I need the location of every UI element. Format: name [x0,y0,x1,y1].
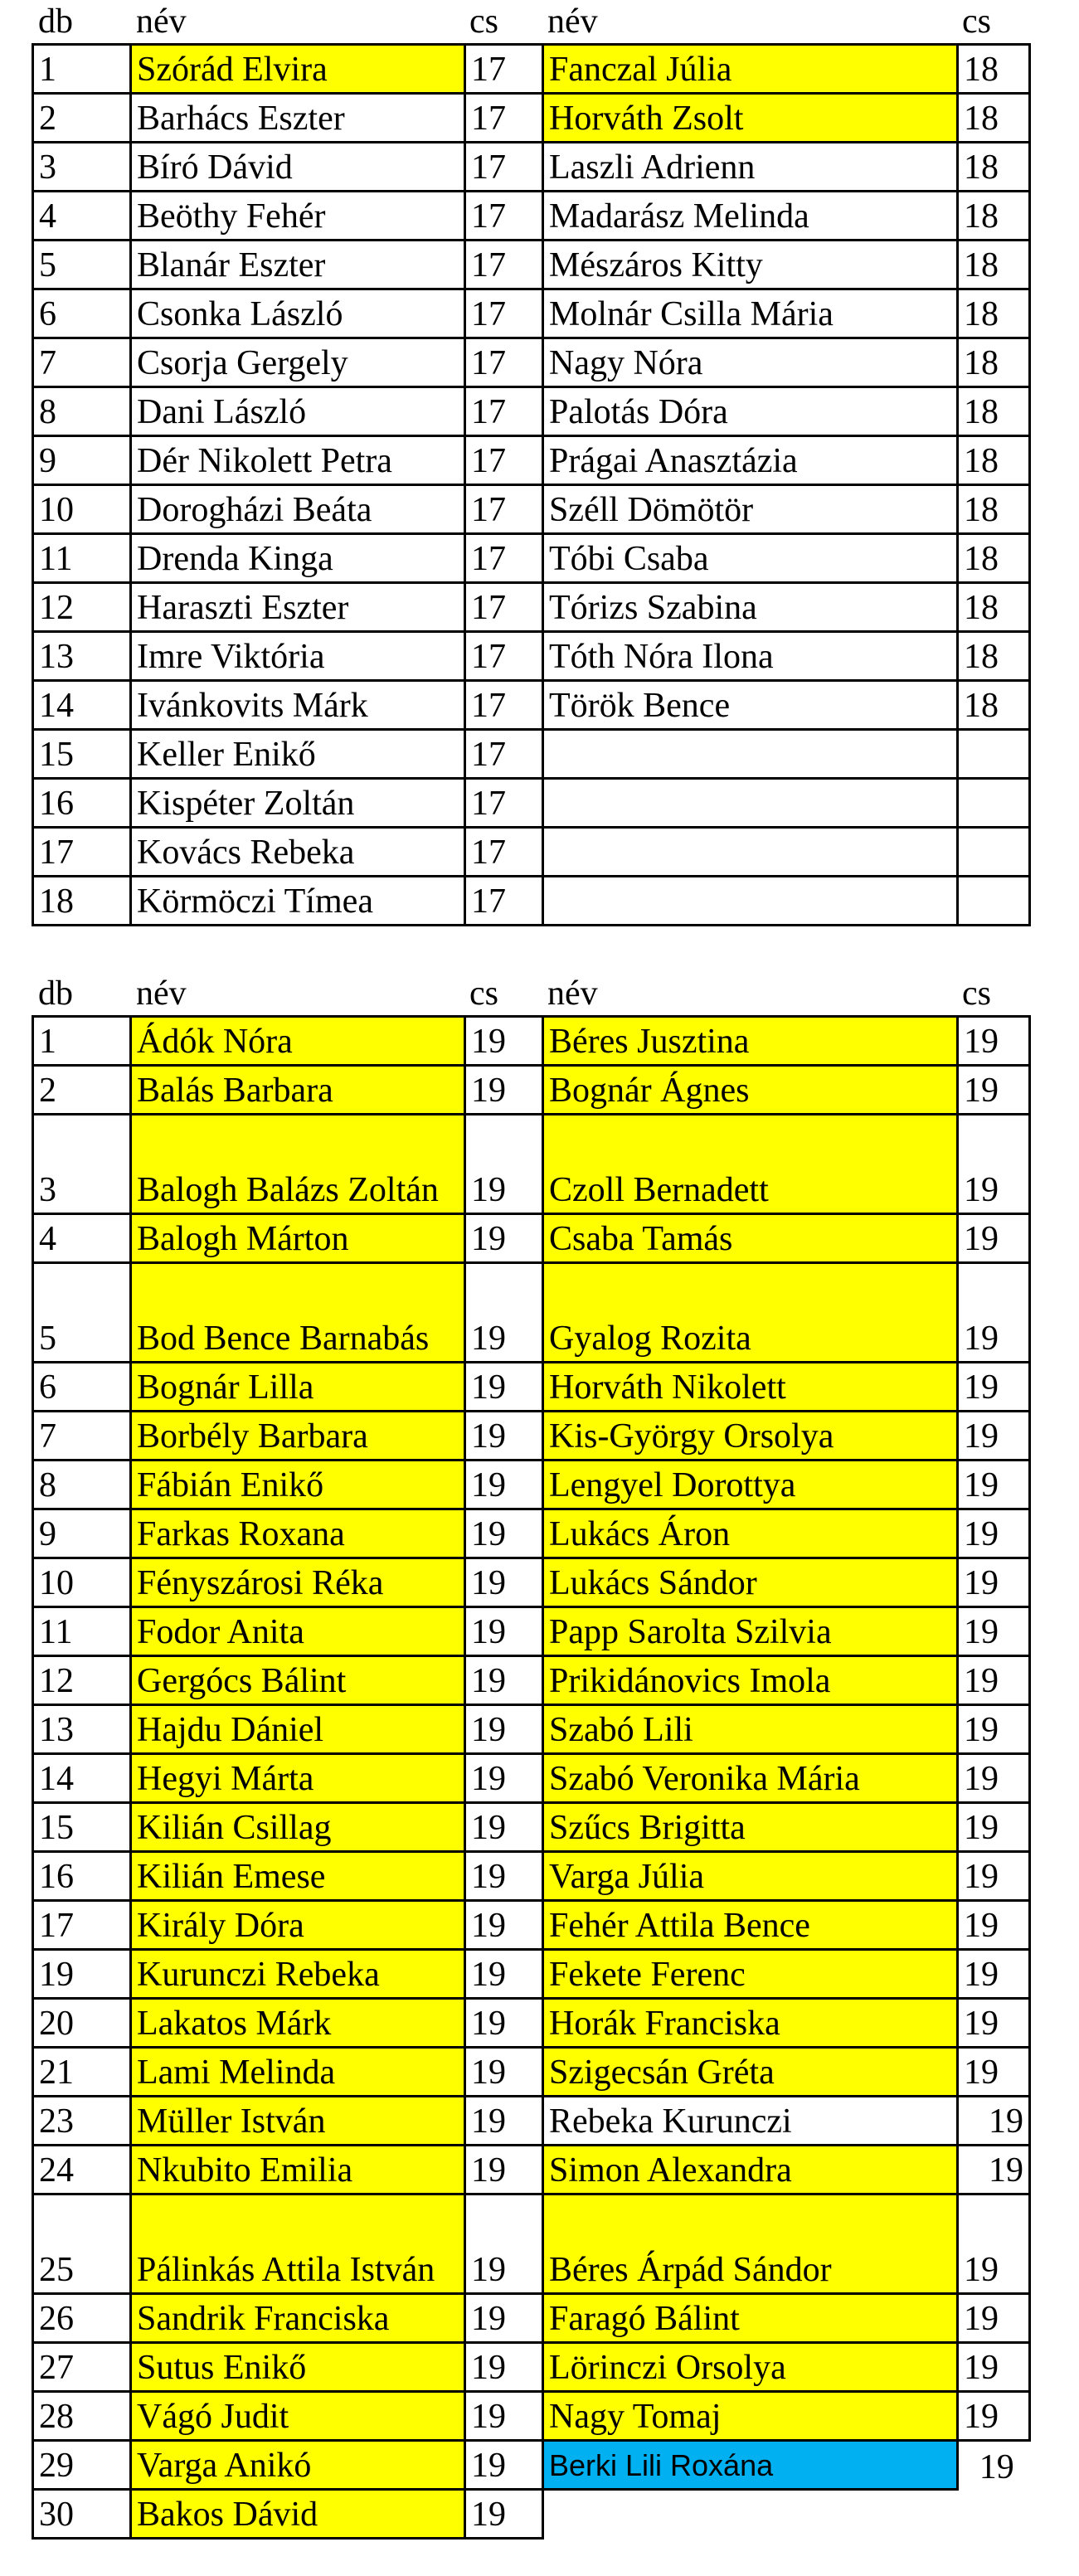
name-cell: Király Dóra [131,1901,465,1950]
class-cell: 19 [465,1558,543,1607]
class-cell: 19 [465,1461,543,1509]
table-row [33,1852,1030,1901]
table-1 [32,0,1028,926]
class-cell [958,2490,1030,2539]
name-cell: Tórizs Szabina [543,583,958,632]
header-cs: cs [469,975,498,1013]
class-cell: 19 [465,1999,543,2048]
row-number-cell: 28 [33,2392,131,2441]
name-cell: Hajdu Dániel [131,1705,465,1754]
class-cell: 19 [958,1852,1030,1901]
name-cell: Blanár Eszter [131,241,465,289]
row-number-cell: 14 [33,1754,131,1803]
name-cell: Haraszti Eszter [131,583,465,632]
name-cell: Körmöczi Tímea [131,877,465,926]
class-cell: 17 [465,877,543,926]
name-cell: Béres Jusztina [543,1017,958,1066]
class-cell: 17 [465,143,543,192]
name-cell: Lörinczi Orsolya [543,2343,958,2392]
header-name: név [547,975,598,1013]
name-cell: Fábián Enikő [131,1461,465,1509]
class-cell [958,828,1030,877]
class-cell: 19 [465,2392,543,2441]
name-cell: Keller Enikő [131,730,465,779]
table-row [33,2194,1030,2294]
table-row [33,1017,1030,1066]
name-cell: Horák Franciska [543,1999,958,2048]
name-cell: Bakos Dávid [131,2490,465,2539]
row-number-cell: 1 [33,45,131,94]
class-cell: 19 [958,1901,1030,1950]
class-cell: 19 [465,2441,543,2490]
class-cell: 19 [465,1263,543,1363]
table-row [33,1558,1030,1607]
class-cell: 18 [958,681,1030,730]
row-number-cell: 19 [33,1950,131,1999]
table-row [33,1509,1030,1558]
class-cell: 19 [958,2194,1030,2294]
name-cell: Simon Alexandra [543,2146,958,2194]
table-row [33,1115,1030,1214]
class-cell: 19 [958,1412,1030,1461]
table-2-grid [32,1015,1031,2540]
row-number-cell: 26 [33,2294,131,2343]
header-cs: cs [962,2,991,41]
row-number-cell: 5 [33,241,131,289]
class-cell: 18 [958,45,1030,94]
row-number-cell: 23 [33,2097,131,2146]
class-cell: 17 [465,583,543,632]
name-cell: Kurunczi Rebeka [131,1950,465,1999]
class-cell: 18 [958,534,1030,583]
row-number-cell: 16 [33,779,131,828]
table-row [33,1214,1030,1263]
name-cell: Varga Júlia [543,1852,958,1901]
table-row [33,485,1030,534]
name-cell: Bognár Ágnes [543,1066,958,1115]
class-cell: 19 [465,1705,543,1754]
class-cell: 18 [958,436,1030,485]
table-row [33,1066,1030,1115]
name-cell: Mészáros Kitty [543,241,958,289]
name-cell: Lukács Sándor [543,1558,958,1607]
class-cell: 19 [958,1656,1030,1705]
name-cell [543,877,958,926]
name-cell: Horváth Nikolett [543,1363,958,1412]
name-cell: Bognár Lilla [131,1363,465,1412]
row-number-cell: 24 [33,2146,131,2194]
class-cell: 17 [465,632,543,681]
name-cell [543,828,958,877]
row-number-cell: 17 [33,1901,131,1950]
name-cell: Tóth Nóra Ilona [543,632,958,681]
class-cell: 18 [958,338,1030,387]
row-number-cell: 2 [33,1066,131,1115]
name-cell [543,779,958,828]
header-name: név [136,975,187,1013]
name-cell: Palotás Dóra [543,387,958,436]
class-cell: 19 [465,1363,543,1412]
class-cell: 19 [958,1263,1030,1363]
class-cell: 19 [958,1461,1030,1509]
class-cell: 19 [465,1066,543,1115]
name-cell: Czoll Bernadett [543,1115,958,1214]
header-name: név [136,2,187,41]
name-cell: Fekete Ferenc [543,1950,958,1999]
class-cell: 19 [465,1017,543,1066]
class-cell [958,877,1030,926]
header-cs: cs [962,975,991,1013]
header-cs: cs [469,2,498,41]
row-number-cell: 2 [33,94,131,143]
name-cell: Lakatos Márk [131,1999,465,2048]
name-cell: Csaba Tamás [543,1214,958,1263]
name-cell: Kilián Csillag [131,1803,465,1852]
row-number-cell: 14 [33,681,131,730]
class-cell: 17 [465,828,543,877]
table-row [33,2097,1030,2146]
name-cell: Sutus Enikő [131,2343,465,2392]
name-cell: Bod Bence Barnabás [131,1263,465,1363]
name-cell: Török Bence [543,681,958,730]
class-cell: 18 [958,583,1030,632]
name-cell: Fehér Attila Bence [543,1901,958,1950]
class-cell: 19 [958,2343,1030,2392]
class-cell: 17 [465,192,543,241]
name-cell: Kis-György Orsolya [543,1412,958,1461]
table-row [33,2048,1030,2097]
name-cell: Müller István [131,2097,465,2146]
row-number-cell: 8 [33,387,131,436]
row-number-cell: 18 [33,877,131,926]
table-row [33,828,1030,877]
class-cell [958,779,1030,828]
row-number-cell: 4 [33,192,131,241]
row-number-cell: 9 [33,1509,131,1558]
header-db: db [38,975,73,1013]
name-cell: Berki Lili Roxána [543,2441,958,2490]
header-name: név [547,2,598,41]
name-cell: Fanczal Júlia [543,45,958,94]
row-number-cell: 11 [33,534,131,583]
class-cell: 18 [958,387,1030,436]
name-cell: Balogh Balázs Zoltán [131,1115,465,1214]
table-row [33,877,1030,926]
name-cell: Papp Sarolta Szilvia [543,1607,958,1656]
name-cell: Gergócs Bálint [131,1656,465,1705]
name-cell: Prágai Anasztázia [543,436,958,485]
name-cell: Imre Viktória [131,632,465,681]
name-cell: Lukács Áron [543,1509,958,1558]
name-cell: Varga Anikó [131,2441,465,2490]
table-row [33,1263,1030,1363]
name-cell: Laszli Adrienn [543,143,958,192]
row-number-cell: 6 [33,289,131,338]
name-cell: Szórád Elvira [131,45,465,94]
class-cell: 19 [465,1214,543,1263]
table-row [33,1656,1030,1705]
name-cell: Prikidánovics Imola [543,1656,958,1705]
table-1-grid [32,43,1031,926]
name-cell: Csonka László [131,289,465,338]
name-cell: Fodor Anita [131,1607,465,1656]
class-cell: 18 [958,485,1030,534]
table-row [33,779,1030,828]
class-cell: 19 [958,1066,1030,1115]
name-cell: Dorogházi Beáta [131,485,465,534]
class-cell: 19 [465,2343,543,2392]
table-row [33,45,1030,94]
name-cell: Beöthy Fehér [131,192,465,241]
table-row [33,1412,1030,1461]
name-cell: Csorja Gergely [131,338,465,387]
table-row [33,1999,1030,2048]
row-number-cell: 13 [33,1705,131,1754]
name-cell: Balogh Márton [131,1214,465,1263]
name-cell [543,730,958,779]
row-number-cell: 7 [33,338,131,387]
class-cell: 19 [465,2194,543,2294]
class-cell: 19 [958,2392,1030,2441]
class-cell: 19 [465,2097,543,2146]
class-cell: 19 [465,2490,543,2539]
name-cell: Horváth Zsolt [543,94,958,143]
class-cell: 19 [958,1017,1030,1066]
table-row [33,2392,1030,2441]
class-cell: 17 [465,681,543,730]
table-row [33,534,1030,583]
class-cell: 19 [958,1999,1030,2048]
class-cell: 17 [465,534,543,583]
row-number-cell: 5 [33,1263,131,1363]
table-row [33,1901,1030,1950]
name-cell: Madarász Melinda [543,192,958,241]
table-row [33,2343,1030,2392]
name-cell: Szabó Lili [543,1705,958,1754]
class-cell: 19 [958,1607,1030,1656]
table-1-header [32,0,1028,43]
class-cell: 19 [465,1803,543,1852]
class-cell: 18 [958,94,1030,143]
name-cell: Ivánkovits Márk [131,681,465,730]
class-cell: 19 [958,1363,1030,1412]
row-number-cell: 3 [33,143,131,192]
name-cell: Barhács Eszter [131,94,465,143]
name-cell: Drenda Kinga [131,534,465,583]
name-cell: Balás Barbara [131,1066,465,1115]
name-cell: Kispéter Zoltán [131,779,465,828]
name-cell: Bíró Dávid [131,143,465,192]
class-cell: 19 [958,2441,1030,2490]
table-row [33,143,1030,192]
row-number-cell: 10 [33,485,131,534]
class-cell: 17 [465,485,543,534]
row-number-cell: 15 [33,1803,131,1852]
name-cell [543,2490,958,2539]
class-cell: 19 [465,1950,543,1999]
header-db: db [38,2,73,41]
row-number-cell: 8 [33,1461,131,1509]
row-number-cell: 25 [33,2194,131,2294]
class-cell: 19 [958,2146,1030,2194]
table-row [33,2146,1030,2194]
table-2 [32,972,1028,2540]
row-number-cell: 15 [33,730,131,779]
row-number-cell: 13 [33,632,131,681]
class-cell: 19 [958,1754,1030,1803]
class-cell: 18 [958,143,1030,192]
class-cell: 17 [465,289,543,338]
row-number-cell: 30 [33,2490,131,2539]
name-cell: Ádók Nóra [131,1017,465,1066]
name-cell: Molnár Csilla Mária [543,289,958,338]
class-cell: 19 [958,1214,1030,1263]
class-cell: 19 [465,1754,543,1803]
table-row [33,2441,1030,2490]
row-number-cell: 29 [33,2441,131,2490]
name-cell: Széll Dömötör [543,485,958,534]
class-cell: 19 [465,1656,543,1705]
class-cell: 17 [465,436,543,485]
row-number-cell: 11 [33,1607,131,1656]
table-row [33,1950,1030,1999]
name-cell: Kovács Rebeka [131,828,465,877]
row-number-cell: 7 [33,1412,131,1461]
row-number-cell: 10 [33,1558,131,1607]
class-cell: 19 [465,1901,543,1950]
table-2-header [32,972,1028,1015]
name-cell: Nagy Tomaj [543,2392,958,2441]
name-cell: Lengyel Dorottya [543,1461,958,1509]
class-cell: 17 [465,338,543,387]
table-row [33,1363,1030,1412]
name-cell: Farkas Roxana [131,1509,465,1558]
class-cell [958,730,1030,779]
name-cell: Kilián Emese [131,1852,465,1901]
class-cell: 19 [958,2048,1030,2097]
class-cell: 19 [958,2294,1030,2343]
class-cell: 19 [465,1607,543,1656]
class-cell: 19 [465,1412,543,1461]
table-row [33,681,1030,730]
name-cell: Szabó Veronika Mária [543,1754,958,1803]
table-row [33,1705,1030,1754]
class-cell: 19 [465,2146,543,2194]
name-cell: Dér Nikolett Petra [131,436,465,485]
class-cell: 19 [958,1705,1030,1754]
row-number-cell: 20 [33,1999,131,2048]
name-cell: Béres Árpád Sándor [543,2194,958,2294]
row-number-cell: 4 [33,1214,131,1263]
table-row [33,338,1030,387]
table-row [33,730,1030,779]
row-number-cell: 1 [33,1017,131,1066]
row-number-cell: 27 [33,2343,131,2392]
class-cell: 19 [958,1950,1030,1999]
class-cell: 17 [465,779,543,828]
class-cell: 19 [465,2048,543,2097]
row-number-cell: 17 [33,828,131,877]
row-number-cell: 3 [33,1115,131,1214]
row-number-cell: 9 [33,436,131,485]
row-number-cell: 16 [33,1852,131,1901]
class-cell: 18 [958,241,1030,289]
name-cell: Szűcs Brigitta [543,1803,958,1852]
class-cell: 19 [465,1115,543,1214]
row-number-cell: 12 [33,1656,131,1705]
table-row [33,1607,1030,1656]
name-cell: Nkubito Emilia [131,2146,465,2194]
table-row [33,94,1030,143]
class-cell: 18 [958,192,1030,241]
class-cell: 19 [958,1803,1030,1852]
class-cell: 17 [465,45,543,94]
table-row [33,289,1030,338]
class-cell: 19 [465,2294,543,2343]
class-cell: 17 [465,94,543,143]
row-number-cell: 21 [33,2048,131,2097]
name-cell: Faragó Bálint [543,2294,958,2343]
class-cell: 19 [958,1558,1030,1607]
class-cell: 17 [465,730,543,779]
name-cell: Sandrik Franciska [131,2294,465,2343]
row-number-cell: 12 [33,583,131,632]
class-cell: 19 [958,1509,1030,1558]
name-cell: Fényszárosi Réka [131,1558,465,1607]
table-row [33,436,1030,485]
row-number-cell: 6 [33,1363,131,1412]
name-cell: Hegyi Márta [131,1754,465,1803]
table-row [33,1461,1030,1509]
name-cell: Vágó Judit [131,2392,465,2441]
class-cell: 19 [465,1852,543,1901]
class-cell: 19 [958,2097,1030,2146]
name-cell: Nagy Nóra [543,338,958,387]
table-row [33,632,1030,681]
table-row [33,192,1030,241]
class-cell: 18 [958,632,1030,681]
name-cell: Borbély Barbara [131,1412,465,1461]
name-cell: Dani László [131,387,465,436]
table-row [33,241,1030,289]
name-cell: Szigecsán Gréta [543,2048,958,2097]
table-row [33,1803,1030,1852]
table-row [33,583,1030,632]
class-cell: 18 [958,289,1030,338]
table-row [33,387,1030,436]
table-row [33,1754,1030,1803]
class-cell: 19 [465,1509,543,1558]
name-cell: Pálinkás Attila István [131,2194,465,2294]
class-cell: 17 [465,241,543,289]
class-cell: 19 [958,1115,1030,1214]
name-cell: Rebeka Kurunczi [543,2097,958,2146]
name-cell: Tóbi Csaba [543,534,958,583]
table-row [33,2294,1030,2343]
table-row [33,2490,1030,2539]
class-cell: 17 [465,387,543,436]
name-cell: Gyalog Rozita [543,1263,958,1363]
name-cell: Lami Melinda [131,2048,465,2097]
